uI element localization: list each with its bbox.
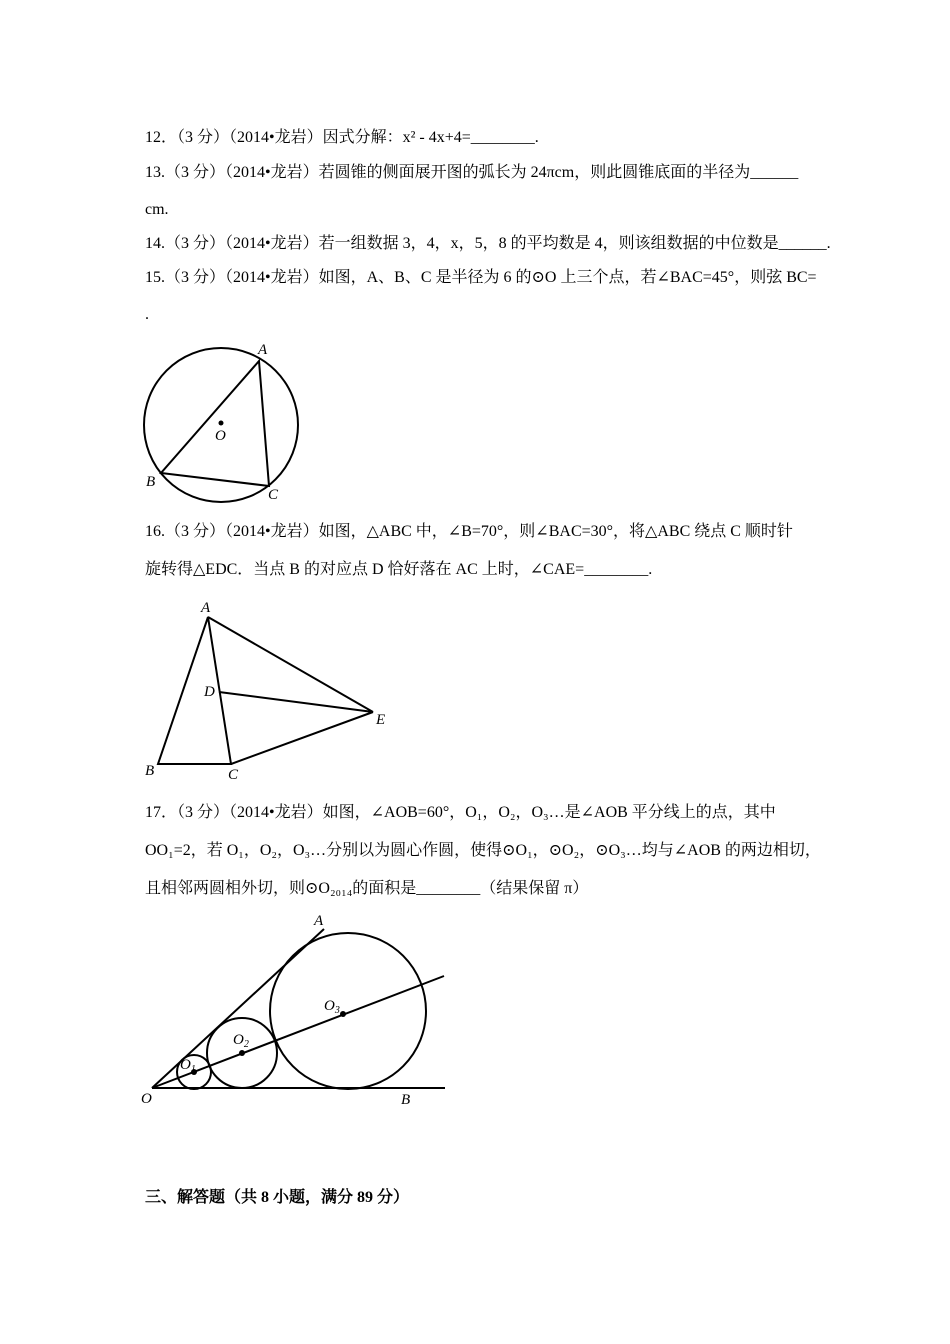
q16-label-b: B — [145, 763, 155, 779]
q17-text-line2: OO₁=2，若 O₁，O₂，O₃…分别以为圆心作圆，使得⊙O₁，⊙O₂，⊙O₃…均与∠AOB 的两边相切， — [145, 842, 821, 859]
q13-text-line1: 13.（3 分）（2014•龙岩）若圆锥的侧面展开图的弧长为 24πcm，则此圆锥底面的半径为______ — [145, 164, 799, 181]
q17-label-o1: $O_1$ — [180, 1057, 196, 1075]
q17-label-o: O — [141, 1091, 152, 1107]
q15-label-b: B — [146, 474, 156, 490]
q16-triangle-figure — [135, 595, 405, 790]
q13-text-line2: cm. — [145, 201, 169, 218]
q17-text-line3: 且相邻两圆相外切，则⊙O₂₀₁₄的面积是________（结果保留 π） — [145, 880, 589, 897]
q16-label-a: A — [201, 600, 211, 616]
q16-label-c: C — [228, 767, 239, 783]
q17-label-o3: $O_3$ — [324, 998, 340, 1016]
q16-text-line2: 旋转得△EDC．当点 B 的对应点 D 恰好落在 AC 上时，∠CAE=________. — [145, 561, 653, 578]
section-heading: 三、解答题（共 8 小题，满分 89 分） — [145, 1189, 410, 1206]
q17-text-line1: 17．（3 分）（2014•龙岩）如图，∠AOB=60°，O₁，O₂，O₃…是∠AOB 平分线上的点，其中 — [145, 804, 776, 821]
q15-label-c: C — [268, 487, 279, 503]
q14-text: 14.（3 分）（2014•龙岩）若一组数据 3，4，x，5，8 的平均数是 4，则该组数据的中位数是______. — [145, 235, 831, 252]
q17-label-b: B — [401, 1092, 411, 1108]
q15-label-o: O — [215, 428, 226, 444]
q15-circle-figure — [130, 335, 330, 515]
q12-text: 12．（3 分）（2014•龙岩）因式分解：x² - 4x+4=________. — [145, 129, 539, 146]
q16-label-e: E — [376, 712, 386, 728]
q17-label-o2: $O_2$ — [233, 1032, 249, 1050]
q15-text-line2: . — [145, 306, 149, 323]
q15-label-a: A — [258, 342, 268, 358]
q17-circles-figure — [135, 905, 455, 1115]
q16-text-line1: 16.（3 分）（2014•龙岩）如图，△ABC 中，∠B=70°，则∠BAC=30°，将△ABC 绕点 C 顺时针 — [145, 523, 793, 540]
q16-label-d: D — [204, 684, 215, 700]
q15-text-line1: 15.（3 分）（2014•龙岩）如图，A、B、C 是半径为 6 的⊙O 上三个点，若∠BAC=45°，则弦 BC= — [145, 269, 817, 286]
q17-label-a: A — [314, 913, 324, 929]
